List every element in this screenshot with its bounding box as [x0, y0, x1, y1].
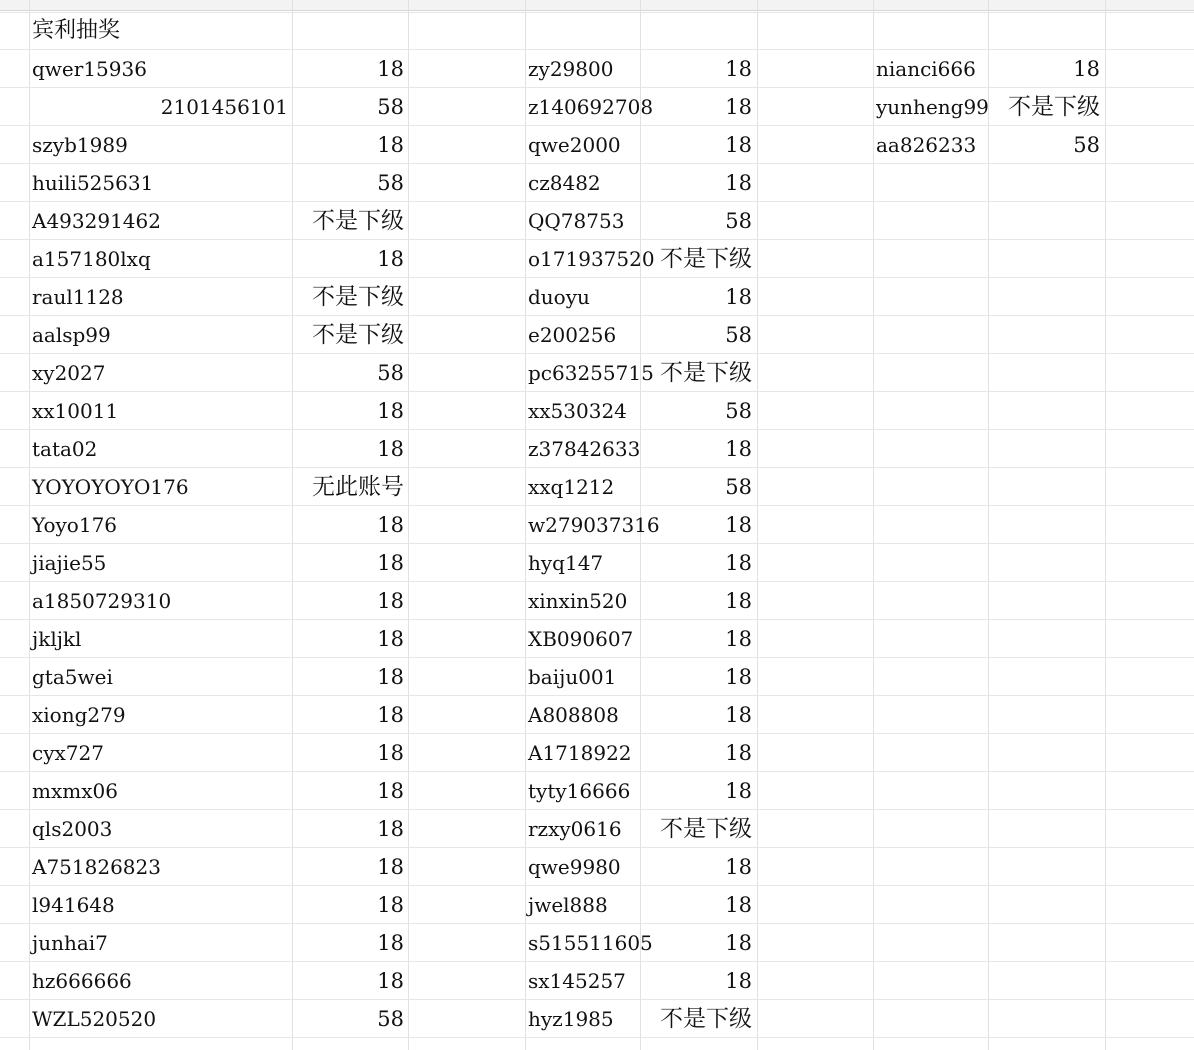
account-name-cell[interactable]: YOYOYOYO176 [32, 475, 189, 499]
account-name-cell[interactable]: xinxin520 [528, 589, 628, 613]
amount-cell[interactable]: 18 [725, 133, 752, 157]
table-row [0, 924, 1194, 962]
amount-cell[interactable]: 58 [377, 1007, 404, 1031]
table-row [0, 430, 1194, 468]
account-name-cell[interactable]: duoyu [528, 285, 590, 309]
amount-cell[interactable]: 18 [725, 627, 752, 651]
amount-cell[interactable]: 18 [377, 513, 404, 537]
sheet-title[interactable]: 宾利抽奖 [32, 18, 121, 43]
amount-cell[interactable]: 18 [725, 513, 752, 537]
account-name-cell[interactable]: xiong279 [32, 703, 126, 727]
amount-cell[interactable]: 18 [725, 703, 752, 727]
table-row [0, 962, 1194, 1000]
table-row [0, 50, 1194, 88]
amount-cell[interactable]: 不是下级 [660, 360, 752, 386]
table-row [0, 202, 1194, 240]
account-name-cell[interactable]: nianci666 [876, 57, 976, 81]
table-row [0, 734, 1194, 772]
account-name-cell[interactable]: pc63255715 [528, 361, 654, 385]
account-name-cell[interactable]: raul1128 [32, 285, 124, 309]
amount-cell[interactable]: 18 [725, 57, 752, 81]
amount-cell[interactable]: 58 [377, 171, 404, 195]
amount-cell[interactable]: 18 [725, 969, 752, 993]
amount-cell[interactable]: 18 [377, 247, 404, 271]
account-name-cell[interactable]: z140692708 [528, 95, 654, 119]
column-header-strip [0, 0, 1194, 11]
account-name-cell[interactable]: Yoyo176 [32, 513, 118, 537]
amount-cell[interactable]: 18 [725, 285, 752, 309]
amount-cell[interactable]: 18 [377, 817, 404, 841]
account-name-cell[interactable]: yunheng99 [876, 95, 989, 119]
amount-cell[interactable]: 58 [725, 399, 752, 423]
amount-cell[interactable]: 18 [725, 95, 752, 119]
amount-cell[interactable]: 18 [377, 779, 404, 803]
account-name-cell[interactable]: cz8482 [528, 171, 601, 195]
account-name-cell[interactable]: xx10011 [32, 399, 119, 423]
account-name-cell[interactable]: jkljkl [32, 627, 82, 651]
amount-cell[interactable]: 18 [377, 931, 404, 955]
table-row [0, 468, 1194, 506]
amount-cell[interactable]: 18 [725, 779, 752, 803]
table-row [0, 810, 1194, 848]
account-name-cell[interactable]: hyz1985 [528, 1007, 614, 1031]
account-name-cell[interactable]: l941648 [32, 893, 115, 917]
account-name-cell[interactable]: A751826823 [32, 855, 161, 879]
amount-cell[interactable]: 18 [377, 893, 404, 917]
table-row [0, 582, 1194, 620]
account-name-cell[interactable]: xxq1212 [528, 475, 615, 499]
account-name-cell[interactable]: qwer15936 [32, 57, 147, 81]
amount-cell[interactable]: 18 [725, 551, 752, 575]
title-row [0, 12, 1194, 50]
amount-cell[interactable]: 不是下级 [660, 1006, 752, 1032]
amount-cell[interactable]: 58 [725, 323, 752, 347]
account-name-cell[interactable]: XB090607 [528, 627, 634, 651]
account-name-cell[interactable]: baiju001 [528, 665, 617, 689]
amount-cell[interactable]: 不是下级 [660, 246, 752, 272]
account-name-cell[interactable]: A1718922 [528, 741, 632, 765]
account-name-cell[interactable]: mxmx06 [32, 779, 118, 803]
account-name-cell[interactable]: qls2003 [32, 817, 113, 841]
account-name-cell[interactable]: A808808 [528, 703, 619, 727]
amount-cell[interactable]: 不是下级 [660, 816, 752, 842]
table-row [0, 126, 1194, 164]
account-name-cell[interactable]: tyty16666 [528, 779, 631, 803]
account-name-cell[interactable]: w279037316 [528, 513, 660, 537]
table-row [0, 506, 1194, 544]
amount-cell[interactable]: 18 [377, 665, 404, 689]
account-name-cell[interactable]: QQ78753 [528, 209, 625, 233]
amount-cell[interactable]: 18 [725, 741, 752, 765]
account-name-cell[interactable]: zy29800 [528, 57, 614, 81]
amount-cell[interactable]: 18 [377, 627, 404, 651]
table-row [0, 164, 1194, 202]
table-row [0, 886, 1194, 924]
amount-cell[interactable]: 58 [377, 361, 404, 385]
account-name-cell[interactable]: A493291462 [32, 209, 161, 233]
amount-cell[interactable]: 18 [725, 893, 752, 917]
table-row [0, 544, 1194, 582]
amount-cell[interactable]: 18 [725, 665, 752, 689]
amount-cell[interactable]: 不是下级 [312, 284, 404, 310]
amount-cell[interactable]: 18 [725, 437, 752, 461]
account-name-cell[interactable]: hyq147 [528, 551, 604, 575]
amount-cell[interactable]: 18 [1073, 57, 1100, 81]
account-name-cell[interactable]: aalsp99 [32, 323, 111, 347]
amount-cell[interactable]: 58 [377, 95, 404, 119]
account-name-cell[interactable]: hz666666 [32, 969, 132, 993]
amount-cell[interactable]: 18 [725, 171, 752, 195]
account-name-cell[interactable]: a1850729310 [32, 589, 172, 613]
amount-cell[interactable]: 不是下级 [312, 322, 404, 348]
account-name-cell[interactable]: qwe2000 [528, 133, 621, 157]
account-name-cell[interactable]: sx145257 [528, 969, 626, 993]
amount-cell[interactable]: 18 [377, 703, 404, 727]
amount-cell[interactable]: 18 [725, 855, 752, 879]
account-name-cell[interactable]: o171937520 [528, 247, 655, 271]
account-name-cell[interactable]: szyb1989 [32, 133, 128, 157]
account-name-cell[interactable]: s515511605 [528, 931, 653, 955]
table-row [0, 1000, 1194, 1038]
amount-cell[interactable]: 58 [725, 475, 752, 499]
amount-cell[interactable]: 18 [725, 931, 752, 955]
table-row [0, 316, 1194, 354]
account-name-cell[interactable]: xx530324 [528, 399, 627, 423]
table-row [0, 696, 1194, 734]
account-name-cell[interactable]: jwel888 [528, 893, 608, 917]
table-row [0, 240, 1194, 278]
table-row [0, 620, 1194, 658]
amount-cell[interactable]: 无此账号 [312, 474, 404, 500]
amount-cell[interactable]: 18 [377, 551, 404, 575]
amount-cell[interactable]: 不是下级 [312, 208, 404, 234]
table-row [0, 848, 1194, 886]
amount-cell[interactable]: 不是下级 [1008, 94, 1100, 120]
account-name-cell[interactable]: huili525631 [32, 171, 154, 195]
table-row [0, 88, 1194, 126]
amount-cell[interactable]: 18 [377, 399, 404, 423]
amount-cell[interactable]: 18 [377, 57, 404, 81]
table-row [0, 278, 1194, 316]
table-row [0, 392, 1194, 430]
amount-cell[interactable]: 18 [377, 589, 404, 613]
amount-cell[interactable]: 18 [725, 589, 752, 613]
account-name-cell[interactable]: gta5wei [32, 665, 113, 689]
amount-cell[interactable]: 18 [377, 855, 404, 879]
table-row [0, 772, 1194, 810]
account-name-cell[interactable]: qwe9980 [528, 855, 621, 879]
account-name-cell[interactable]: z37842633 [528, 437, 641, 461]
table-row [0, 354, 1194, 392]
account-name-cell[interactable]: a157180lxq [32, 247, 151, 271]
account-name-cell[interactable]: e200256 [528, 323, 617, 347]
account-name-cell[interactable]: cyx727 [32, 741, 104, 765]
account-name-cell[interactable]: tata02 [32, 437, 98, 461]
account-name-cell[interactable]: 2101456101 [160, 95, 288, 119]
account-name-cell[interactable]: rzxy0616 [528, 817, 622, 841]
account-name-cell[interactable]: jiajie55 [32, 551, 107, 575]
amount-cell[interactable]: 58 [1073, 133, 1100, 157]
amount-cell[interactable]: 18 [377, 437, 404, 461]
table-row [0, 658, 1194, 696]
amount-cell[interactable]: 18 [377, 969, 404, 993]
amount-cell[interactable]: 18 [377, 741, 404, 765]
amount-cell[interactable]: 58 [725, 209, 752, 233]
account-name-cell[interactable]: junhai7 [32, 931, 108, 955]
account-name-cell[interactable]: aa826233 [876, 133, 977, 157]
account-name-cell[interactable]: xy2027 [32, 361, 106, 385]
amount-cell[interactable]: 18 [377, 133, 404, 157]
account-name-cell[interactable]: WZL520520 [32, 1007, 157, 1031]
